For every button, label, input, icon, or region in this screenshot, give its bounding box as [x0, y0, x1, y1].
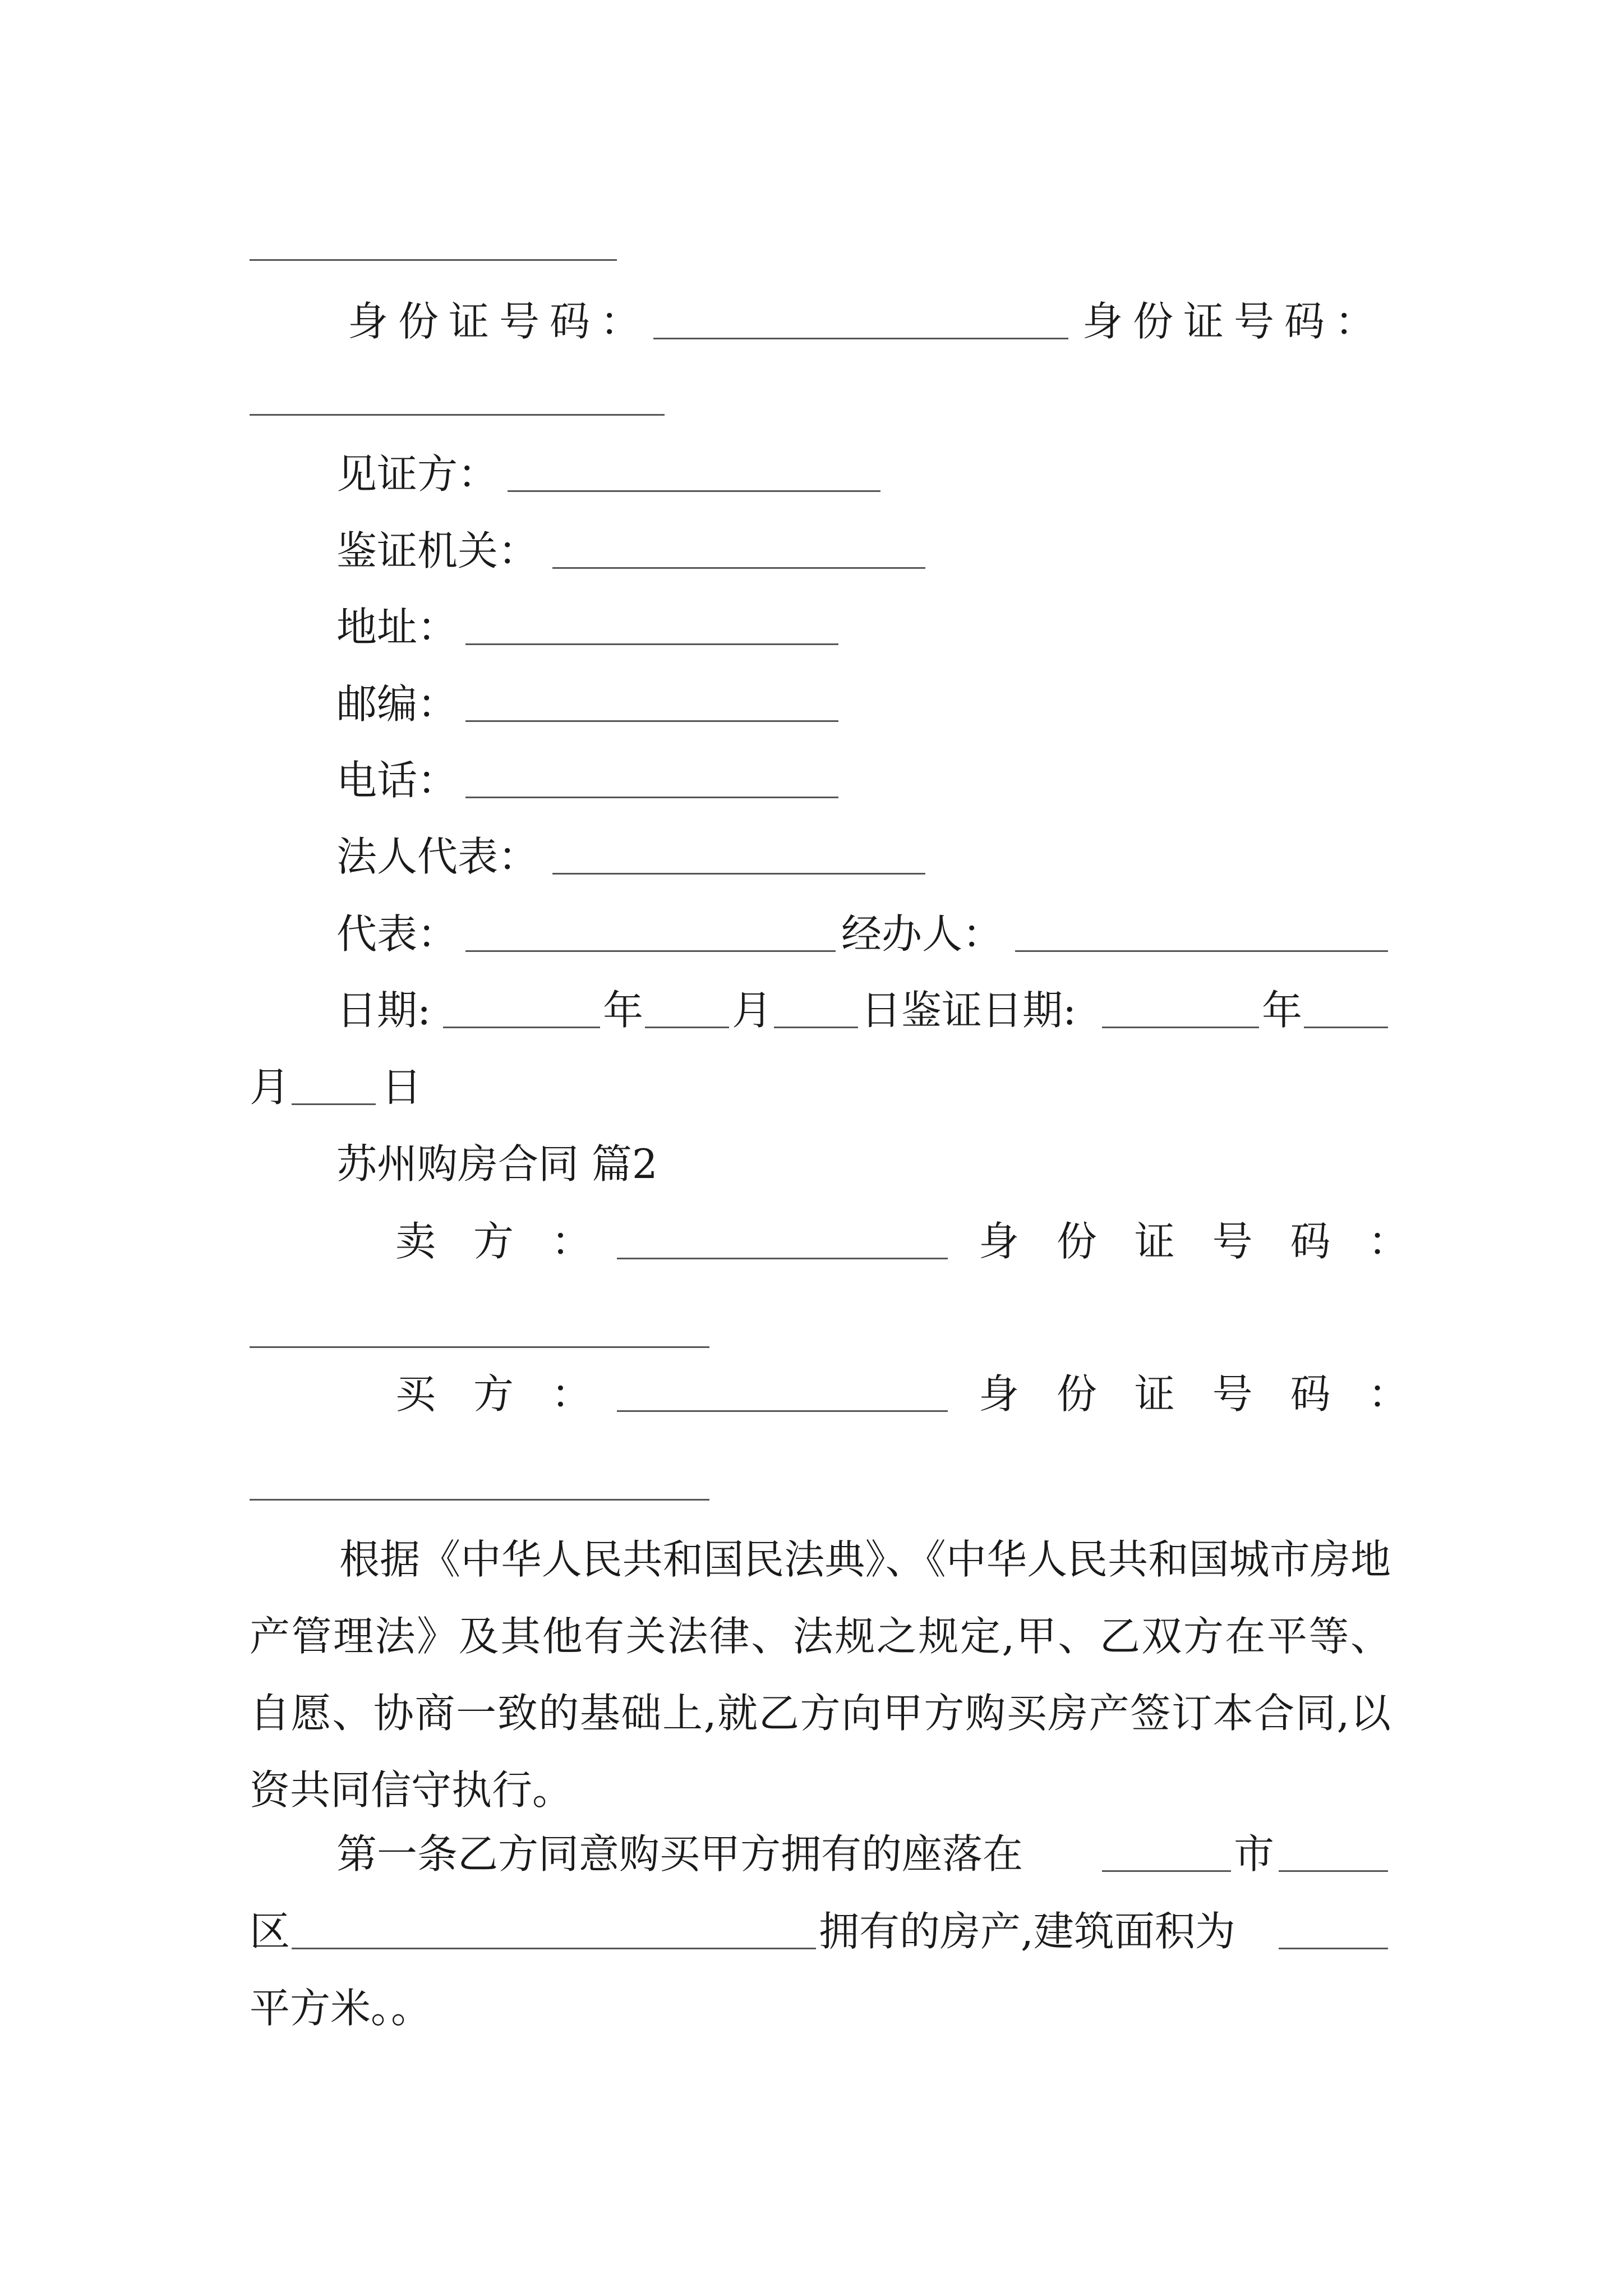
legal-rep-blank [552, 873, 925, 875]
article1-city-blank [1102, 1870, 1231, 1872]
witness-blank [508, 490, 880, 492]
date-day-verify [861, 985, 1076, 1036]
handler-line [841, 909, 1003, 959]
month2-label: 月 [250, 1064, 291, 1111]
city-label: 市 [1234, 1830, 1275, 1878]
id-label-b: 身份证号码： [1082, 298, 1386, 345]
date-label: 日期: [336, 987, 431, 1034]
legal-rep-line [336, 831, 538, 882]
date-day2 [381, 1062, 422, 1112]
day2-label: 日 [381, 1064, 422, 1111]
district-label: 区 [250, 1908, 291, 1955]
rep-label: 代表： [336, 910, 458, 958]
article1-text-b: 拥有的房产,建筑面积为 [819, 1908, 1235, 1955]
buyer-line [395, 1369, 604, 1419]
article1-line2b [819, 1906, 1235, 1957]
area-unit-text: 平方米。。 [250, 1985, 432, 2032]
id-label-a: 身份证号码： [348, 298, 651, 345]
article1-line3 [250, 1983, 431, 2033]
handler-label: 经办人： [841, 910, 1003, 958]
verify-month-tail-blank [1304, 1027, 1388, 1028]
authority-blank [552, 567, 925, 569]
date-line [336, 985, 431, 1036]
postcode-blank [465, 720, 838, 722]
date-line-cont [250, 1062, 290, 1112]
date-month-blank [645, 1027, 729, 1028]
date-month [732, 985, 772, 1036]
article1-district-blank [292, 1948, 816, 1949]
seller-id-blank [250, 1346, 709, 1348]
verify-date-label: 日鉴证日期: [861, 987, 1077, 1034]
article1-city-tail-blank [1279, 1870, 1388, 1872]
postcode-line [336, 679, 458, 729]
authority-line [336, 526, 538, 576]
seller-id-line [979, 1216, 1421, 1267]
section-title [336, 1139, 658, 1189]
article1-text-a: 第一条乙方同意购买甲方拥有的座落在 [336, 1830, 1023, 1878]
date-day-blank [774, 1027, 858, 1028]
buyer-id-line [979, 1369, 1421, 1419]
preamble-text: 根据《中华人民共和国民法典》、《中华人民共和国城市房地产管理法》及其他有关法律、法规之规定,甲、乙双方在平等、自愿、协商一致的基础上,就乙方向甲方购买房产签订本合同,以资共同信守执行。 [250, 1536, 1391, 1814]
verify-day-blank [292, 1103, 376, 1105]
authority-label: 鉴证机关： [336, 527, 539, 574]
legal-rep-label: 法人代表： [336, 833, 539, 880]
witness-label: 见证方： [336, 450, 499, 498]
article1-line1 [336, 1829, 1023, 1879]
address-blank [465, 643, 838, 645]
id-a-blank [653, 338, 1068, 339]
buyer-id-blank [250, 1499, 709, 1501]
article1-city [1234, 1829, 1274, 1879]
postcode-label: 邮编： [336, 680, 458, 728]
buyer-label: 买 方 ： [395, 1370, 604, 1418]
buyer-blank [617, 1410, 948, 1412]
id-number-line [348, 296, 651, 347]
section-title-text: 苏州购房合同 篇2 [336, 1140, 658, 1188]
phone-blank [465, 797, 838, 798]
seller-id-label: 身 份 证 号 码 ： [979, 1218, 1421, 1265]
seller-line [395, 1216, 604, 1267]
address-line [336, 602, 458, 652]
year-label: 年 [603, 987, 644, 1034]
year2-label: 年 [1262, 987, 1303, 1034]
seller-blank [617, 1258, 948, 1259]
month-label: 月 [732, 987, 773, 1034]
id-number-line-b [1082, 296, 1385, 347]
date-year [603, 985, 643, 1036]
phone-line [336, 755, 458, 806]
witness-line [336, 449, 498, 499]
contract-preamble [250, 1521, 1391, 1829]
verify-year-blank [1102, 1027, 1259, 1028]
id-b-blank [250, 414, 665, 416]
article1-area-blank [1279, 1948, 1388, 1949]
seller-label: 卖 方 ： [395, 1218, 604, 1265]
article1-line2 [250, 1906, 290, 1957]
verify-year [1262, 985, 1302, 1036]
address-label: 地址： [336, 604, 458, 651]
rep-line [336, 909, 458, 959]
buyer-id-label: 身 份 证 号 码 ： [979, 1370, 1421, 1418]
phone-label: 电话： [336, 757, 458, 804]
blank-line [250, 259, 617, 261]
date-year-blank [443, 1027, 600, 1028]
rep-blank [465, 950, 836, 952]
handler-blank [1015, 950, 1388, 952]
